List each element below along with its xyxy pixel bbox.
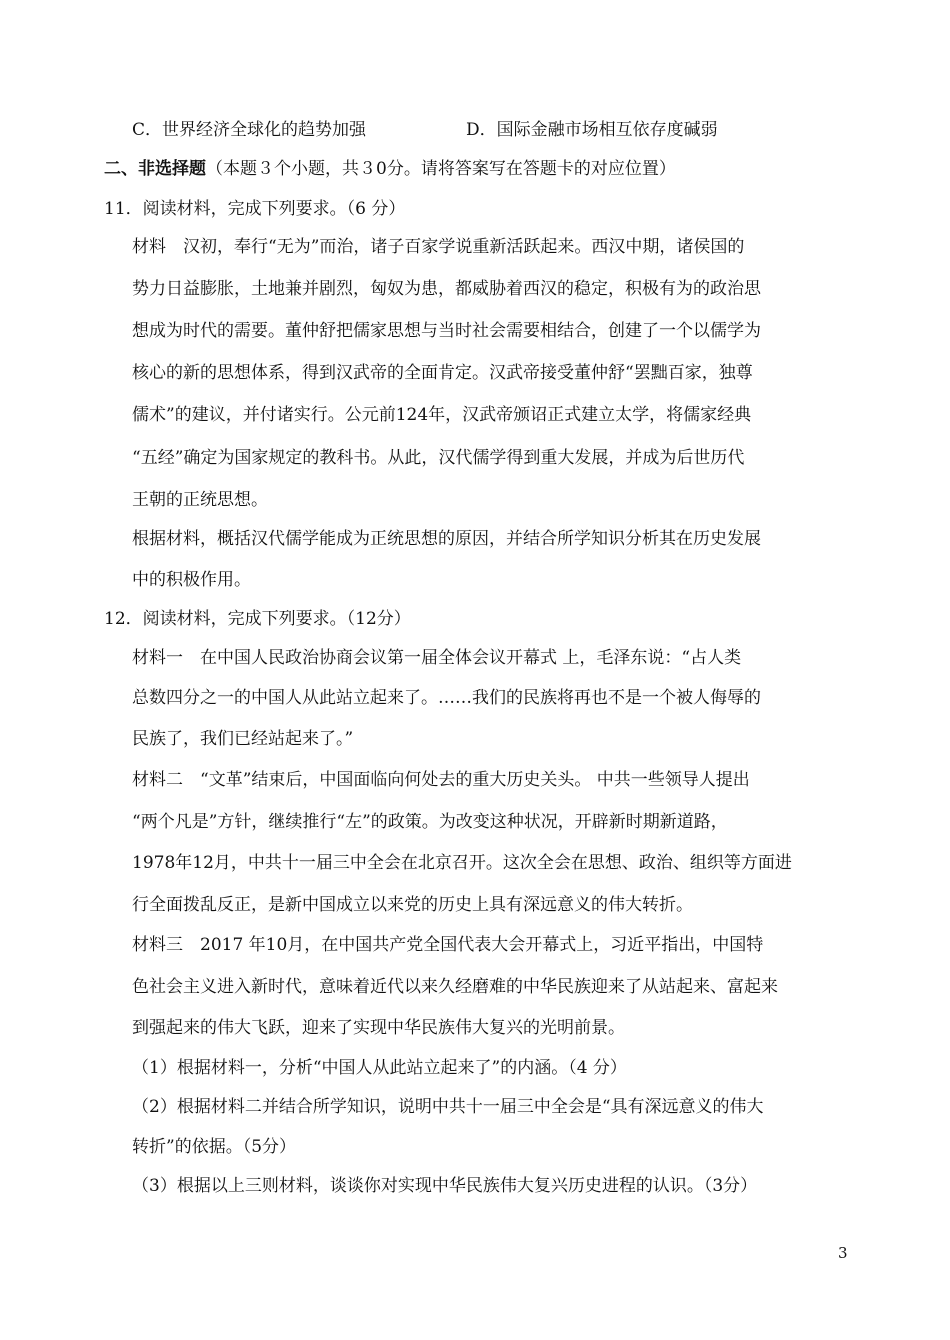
q12-material1-line: 总数四分之一的中国人从此站立起来了。……我们的民族将再也不是一个被人侮辱的 [132, 688, 761, 708]
q12-material1-line: 民族了，我们已经站起来了。” [132, 729, 354, 749]
section-title: 二、非选择题 [104, 159, 206, 179]
q12-stem: 12．阅读材料，完成下列要求。（12分） [104, 609, 411, 629]
q11-material-line: 材料 汉初，奉行“无为”而治，诸子百家学说重新活跃起来。西汉中期，诸侯国的 [132, 237, 745, 257]
q12-material2-line: 1978年12月，中共十一届三中全会在北京召开。这次全会在思想、政治、组织等方面进 [132, 853, 792, 873]
section-note: （本题３个小题，共３0分。请将答案写在答题卡的对应位置） [206, 159, 676, 179]
q11-stem: 11．阅读材料，完成下列要求。（6 分） [104, 199, 406, 219]
option-d: D．国际金融市场相互依存度碱弱 [466, 120, 718, 140]
section-heading [104, 157, 676, 181]
q11-question-line: 中的积极作用。 [132, 570, 251, 590]
q12-material3-line: 材料三 2017 年10月，在中国共产党全国代表大会开幕式上，习近平指出，中国特 [132, 935, 764, 955]
q12-material2-line: 行全面拨乱反正，是新中国成立以来党的历史上具有深远意义的伟大转折。 [132, 895, 693, 915]
q12-material3-line: 到强起来的伟大飞跃，迎来了实现中华民族伟大复兴的光明前景。 [132, 1018, 625, 1038]
option-c: C．世界经济全球化的趋势加强 [132, 120, 367, 140]
q11-material-line: 核心的新的思想体系，得到汉武帝的全面肯定。汉武帝接受董仲舒“罢黜百家，独尊 [132, 363, 753, 383]
page-number: 3 [838, 1244, 848, 1262]
q11-material-line: “五经”确定为国家规定的教科书。从此，汉代儒学得到重大发展，并成为后世历代 [132, 448, 745, 468]
q12-material2-line: 材料二 “文革”结束后，中国面临向何处去的重大历史关头。 中共一些领导人提出 [132, 770, 750, 790]
q12-material2-line: “两个凡是”方针，继续推行“左”的政策。为改变这种状况，开辟新时期新道路， [132, 812, 728, 832]
q12-subquestion-1: （1）根据材料一，分析“中国人从此站立起来了”的内涵。（4 分） [132, 1058, 627, 1078]
q11-material-line: 势力日益膨胀，土地兼并剧烈，匈奴为患，都威胁着西汉的稳定，积极有为的政治思 [132, 279, 761, 299]
q11-material-line: 儒术”的建议，并付诸实行。公元前124年，汉武帝颁诏正式建立太学，将儒家经典 [132, 405, 752, 425]
q12-subquestion-3: （3）根据以上三则材料，谈谈你对实现中华民族伟大复兴历史进程的认识。（3分） [132, 1176, 758, 1196]
q12-material3-line: 色社会主义进入新时代，意味着近代以来久经磨难的中华民族迎来了从站起来、富起来 [132, 977, 778, 997]
q12-material1-line: 材料一 在中国人民政治协商会议第一届全体会议开幕式 上，毛泽东说：“占人类 [132, 648, 742, 668]
q11-material-line: 王朝的正统思想。 [132, 490, 268, 510]
q12-subquestion-2-line: （2）根据材料二并结合所学知识，说明中共十一届三中全会是“具有深远意义的伟大 [132, 1097, 764, 1117]
q12-subquestion-2-line: 转折”的依据。（5分） [132, 1137, 297, 1157]
q11-question-line: 根据材料，概括汉代儒学能成为正统思想的原因，并结合所学知识分析其在历史发展 [132, 529, 761, 549]
q11-material-line: 想成为时代的需要。董仲舒把儒家思想与当时社会需要相结合，创建了一个以儒学为 [132, 321, 761, 341]
